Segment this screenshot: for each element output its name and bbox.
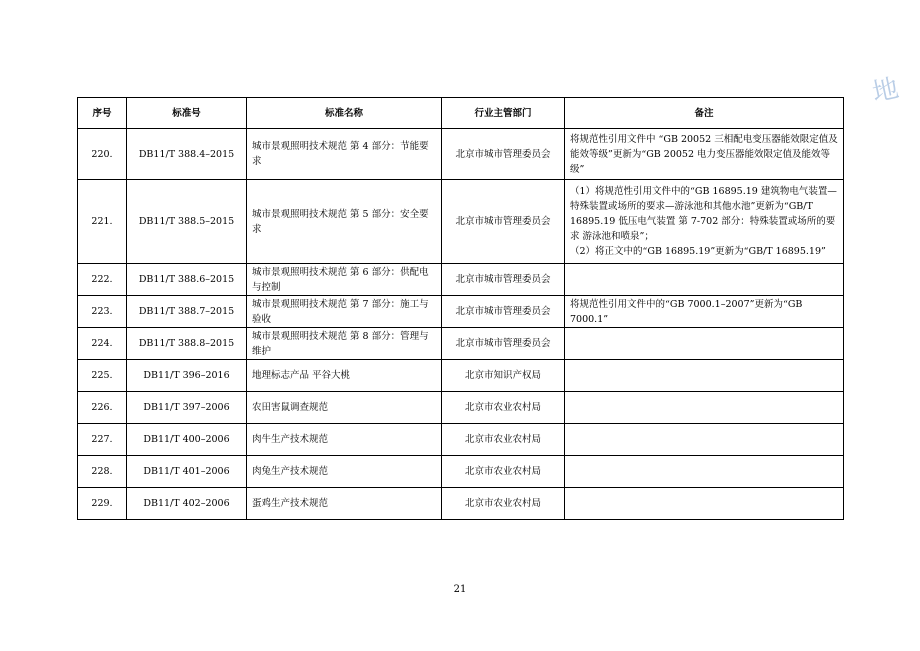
cell-code: DB11/T 388.7–2015: [127, 296, 247, 328]
table-row: [78, 456, 844, 488]
header-dept: 行业主管部门: [442, 98, 565, 129]
cell-name: 城市景观照明技术规范 第 4 部分：节能要求: [247, 129, 442, 180]
cell-seq: 229.: [78, 488, 127, 520]
cell-code: DB11/T 388.4–2015: [127, 129, 247, 180]
cell-code: DB11/T 402–2006: [127, 488, 247, 520]
table-row: [78, 129, 844, 180]
cell-name: 农田害鼠调查规范: [247, 392, 442, 424]
cell-name: 肉兔生产技术规范: [247, 456, 442, 488]
cell-seq: 224.: [78, 328, 127, 360]
cell-note: [565, 328, 844, 360]
cell-seq: 221.: [78, 180, 127, 264]
header-code: 标准号: [127, 98, 247, 129]
cell-dept: 北京市城市管理委员会: [442, 264, 565, 296]
cell-code: DB11/T 388.5–2015: [127, 180, 247, 264]
cell-name: 肉牛生产技术规范: [247, 424, 442, 456]
cell-dept: 北京市知识产权局: [442, 360, 565, 392]
cell-note: [565, 264, 844, 296]
cell-code: DB11/T 388.6–2015: [127, 264, 247, 296]
page-number: 21: [453, 584, 467, 595]
cell-note: 将规范性引用文件中 “GB 20052 三相配电变压器能效限定值及能效等级”更新为“GB 20052 电力变压器能效限定值及能效等级”: [565, 129, 844, 180]
cell-note: 将规范性引用文件中的“GB 7000.1–2007”更新为“GB 7000.1”: [565, 296, 844, 328]
table-row: [78, 180, 844, 264]
cell-name: 蛋鸡生产技术规范: [247, 488, 442, 520]
cell-name: 城市景观照明技术规范 第 6 部分：供配电与控制: [247, 264, 442, 296]
cell-dept: 北京市城市管理委员会: [442, 180, 565, 264]
table-row: [78, 296, 844, 328]
note-line-2: （2）将正文中的“GB 16895.19”更新为“GB/T 16895.19”: [570, 246, 826, 257]
cell-seq: 227.: [78, 424, 127, 456]
cell-note: [565, 424, 844, 456]
note-line-1: （1）将规范性引用文件中的“GB 16895.19 建筑物电气装置—特殊装置或场所的要求—游泳池和其他水池”更新为“GB/T 16895.19 低压电气装置 第 7-702 部分：特殊装置或场所的要求 游泳池和喷泉”；: [570, 186, 837, 242]
cell-name: 城市景观照明技术规范 第 8 部分：管理与维护: [247, 328, 442, 360]
cell-seq: 222.: [78, 264, 127, 296]
cell-note: [565, 488, 844, 520]
cell-code: DB11/T 400–2006: [127, 424, 247, 456]
watermark-text: 地: [869, 73, 902, 109]
cell-name: 城市景观照明技术规范 第 5 部分：安全要求: [247, 180, 442, 264]
cell-dept: 北京市农业农村局: [442, 456, 565, 488]
table-row: [78, 392, 844, 424]
cell-code: DB11/T 397–2006: [127, 392, 247, 424]
cell-dept: 北京市城市管理委员会: [442, 296, 565, 328]
cell-dept: 北京市农业农村局: [442, 488, 565, 520]
table-row: [78, 424, 844, 456]
table-header-row: [78, 98, 844, 129]
cell-seq: 228.: [78, 456, 127, 488]
cell-code: DB11/T 388.8–2015: [127, 328, 247, 360]
header-note: 备注: [565, 98, 844, 129]
cell-dept: 北京市农业农村局: [442, 424, 565, 456]
cell-dept: 北京市城市管理委员会: [442, 129, 565, 180]
table-row: [78, 328, 844, 360]
cell-note: [565, 180, 844, 264]
cell-note: [565, 456, 844, 488]
cell-seq: 223.: [78, 296, 127, 328]
header-name: 标准名称: [247, 98, 442, 129]
standards-table: [77, 97, 844, 520]
table-row: [78, 488, 844, 520]
cell-code: DB11/T 396–2016: [127, 360, 247, 392]
table-row: [78, 360, 844, 392]
cell-note: [565, 392, 844, 424]
cell-seq: 225.: [78, 360, 127, 392]
cell-dept: 北京市农业农村局: [442, 392, 565, 424]
cell-note: [565, 360, 844, 392]
cell-dept: 北京市城市管理委员会: [442, 328, 565, 360]
cell-code: DB11/T 401–2006: [127, 456, 247, 488]
cell-seq: 226.: [78, 392, 127, 424]
cell-name: 城市景观照明技术规范 第 7 部分：施工与验收: [247, 296, 442, 328]
table-row: [78, 264, 844, 296]
cell-name: 地理标志产品 平谷大桃: [247, 360, 442, 392]
header-seq: 序号: [78, 98, 127, 129]
cell-seq: 220.: [78, 129, 127, 180]
